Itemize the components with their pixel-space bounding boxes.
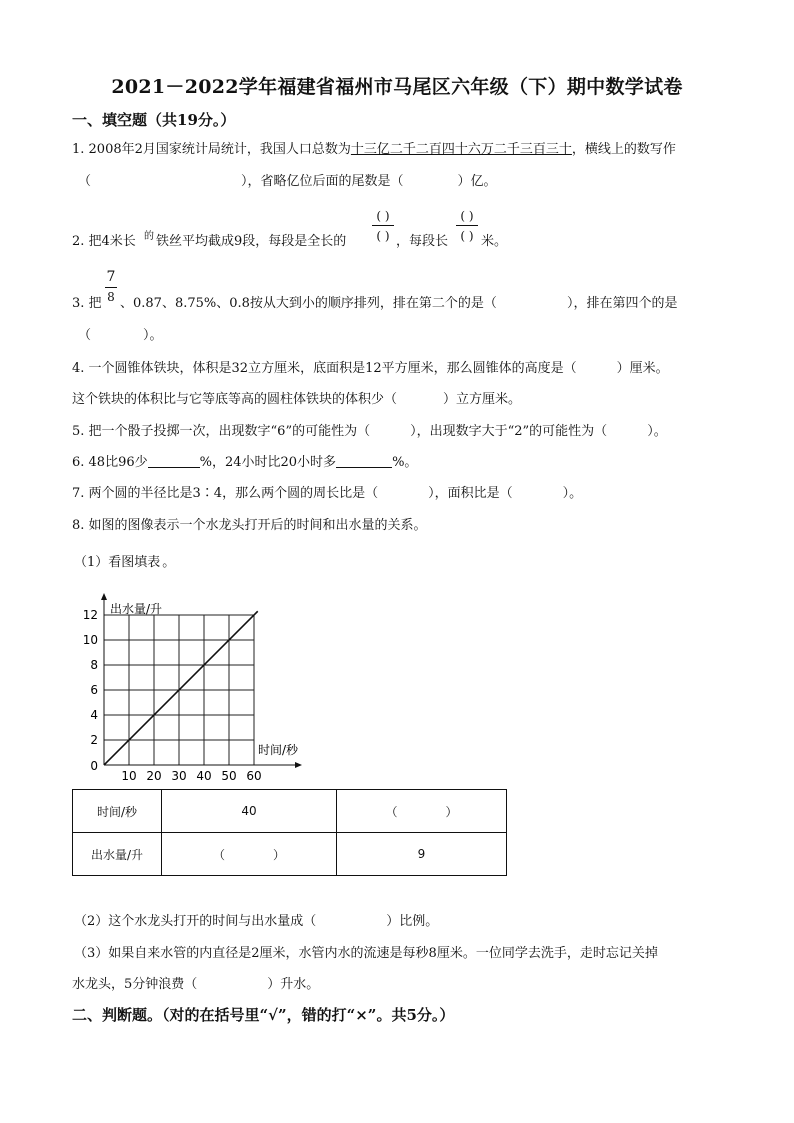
q2-superscript: 的 — [144, 231, 154, 242]
q2-fraction-1-bar — [372, 225, 394, 226]
q1-text-end: ，横线上的数写作 — [571, 142, 676, 157]
q1-end: ）亿。 — [457, 174, 497, 189]
q8-sub-2 — [74, 913, 438, 931]
q3-close: ）。 — [143, 328, 163, 343]
q5-text-c: ）。 — [647, 424, 667, 439]
chart-labels — [83, 601, 299, 783]
x-tick-label: 40 — [196, 769, 212, 783]
q1-underlined-number: 十三亿二千二百四十六万二千三百三十 — [350, 142, 572, 157]
water-flow-chart — [74, 586, 334, 786]
q3-text-c: ），排在第四个的是 — [567, 296, 678, 311]
q8-sub-1-text: （1）看图填表 — [74, 555, 161, 570]
chart-axes — [101, 593, 302, 768]
q8-sub-2-text: （2）这个水龙头打开的时间与出水量成（ — [74, 914, 317, 929]
question-5 — [72, 423, 667, 441]
q3-text-b: 、0.87、8.75%、0.8按从大到小的顺序排列，排在第二个的是（ — [120, 296, 497, 311]
q2-fraction-1-denominator[interactable]: ( ) — [376, 229, 390, 243]
q2-fraction-2-numerator[interactable]: ( ) — [460, 209, 474, 223]
series-line — [104, 611, 258, 765]
q7-text-c: ）。 — [562, 486, 583, 501]
table-cell: 9 — [337, 833, 507, 876]
section-1-heading: 一、填空题（共19分。） — [72, 111, 236, 129]
q3-fraction-numerator: 7 — [106, 269, 116, 285]
y-tick-label: 0 — [90, 759, 98, 773]
table-header-water: 出水量/升 — [73, 833, 162, 876]
x-tick-label: 20 — [146, 769, 162, 783]
x-tick-label: 30 — [171, 769, 187, 783]
y-axis-label: 出水量/升 — [110, 602, 163, 616]
question-1-line-2 — [78, 173, 497, 191]
y-tick-label: 8 — [90, 658, 98, 672]
q7-text-b: ），面积比是（ — [428, 486, 513, 501]
x-axis-label: 时间/秒 — [258, 743, 299, 757]
q1-mid: ），省略亿位后面的尾数是（ — [241, 174, 404, 189]
q8-sub-3-end: ）升水。 — [267, 977, 320, 992]
y-tick-label: 2 — [90, 733, 98, 747]
section-2-heading: 二、判断题。（对的在括号里“√”，错的打“×”。共5分。） — [72, 1006, 455, 1024]
question-4-line-2 — [72, 391, 521, 409]
q8-sub-1 — [74, 554, 175, 572]
q4-text-2-end: ）立方厘米。 — [443, 392, 522, 407]
q1-open-paren: （ — [78, 174, 92, 189]
q2-fraction-2-denominator[interactable]: ( ) — [460, 229, 474, 243]
q2-fraction-2-bar — [456, 225, 478, 226]
q3-open-paren: （ — [78, 328, 92, 343]
fill-in-table — [72, 789, 507, 876]
table-cell-answer[interactable]: （ ） — [337, 790, 507, 833]
table-row-water — [73, 833, 507, 876]
table-row-time — [73, 790, 507, 833]
y-tick-label: 10 — [82, 633, 98, 647]
x-tick-label: 10 — [121, 769, 137, 783]
q1-text: 1. 2008年2月国家统计局统计，我国人口总数为 — [72, 142, 351, 157]
question-8: 8. 如图的图像表示一个水龙头打开后的时间和出水量的关系。 — [72, 518, 427, 533]
question-6 — [72, 454, 417, 472]
table-cell-answer[interactable]: （ ） — [162, 833, 337, 876]
q2-fraction-1-numerator[interactable]: ( ) — [376, 209, 390, 223]
chart-series — [104, 611, 258, 765]
y-tick-label: 12 — [82, 608, 98, 622]
q6-blank-2[interactable] — [336, 454, 392, 468]
page-title: 2021－2022学年福建省福州市马尾区六年级（下）期中数学试卷 — [111, 76, 683, 98]
q7-text-a: 7. 两个圆的半径比是3∶4，那么两个圆的周长比是（ — [72, 486, 379, 501]
q8-sub-1-dot: 。 — [162, 555, 176, 570]
q5-text-b: ），出现数字大于“2”的可能性为（ — [410, 424, 608, 439]
table-header-time: 时间/秒 — [73, 790, 162, 833]
x-tick-label: 60 — [246, 769, 262, 783]
q6-text-b: %，24小时比20小时多 — [199, 455, 337, 470]
q8-sub-3-text: 水龙头，5分钟浪费（ — [72, 977, 198, 992]
y-tick-label: 4 — [90, 708, 98, 722]
q2-text-c: ，每段长 — [396, 234, 449, 249]
question-3-line-2 — [78, 327, 163, 345]
question-1-line-1 — [72, 141, 676, 159]
x-tick-label: 50 — [221, 769, 237, 783]
q8-sub-3-line-1: （3）如果自来水管的内直径是2厘米，水管内水的流速是每秒8厘米。一位同学去洗手，走时忘记关掉 — [74, 946, 658, 961]
q6-text-a: 6. 48比96少 — [72, 455, 148, 470]
q3-fraction-denominator: 8 — [107, 290, 115, 304]
y-axis-arrow — [101, 593, 107, 600]
table-cell: 40 — [162, 790, 337, 833]
question-7 — [72, 485, 582, 503]
q8-sub-2-end: ）比例。 — [386, 914, 439, 929]
q4-text-2: 这个铁块的体积比与它等底等高的圆柱体铁块的体积少（ — [72, 392, 398, 407]
x-axis-arrow — [295, 762, 302, 768]
q2-text-d: 米。 — [481, 234, 508, 249]
q4-text-1-end: ）厘米。 — [616, 361, 669, 376]
q3-text-a: 3. 把 — [72, 296, 102, 311]
q6-text-c: %。 — [392, 455, 418, 470]
q5-text-a: 5. 把一个骰子投掷一次，出现数字“6”的可能性为（ — [72, 424, 371, 439]
q2-text-a: 2. 把4米长 — [72, 234, 136, 249]
q6-blank-1[interactable] — [148, 454, 200, 468]
y-tick-label: 6 — [90, 683, 98, 697]
question-4-line-1 — [72, 360, 669, 378]
q2-text-b: 铁丝平均截成9段，每段是全长的 — [156, 234, 347, 249]
q4-text-1: 4. 一个圆锥体铁块，体积是32立方厘米，底面积是12平方厘米，那么圆锥体的高度是（ — [72, 361, 577, 376]
q8-sub-3-line-2 — [72, 976, 319, 994]
